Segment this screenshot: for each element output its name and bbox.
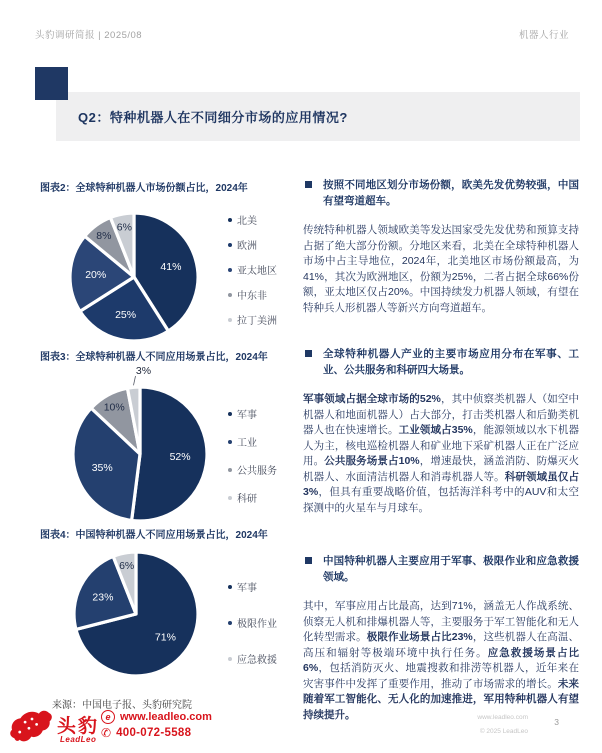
slice-label: 25% xyxy=(115,309,137,322)
slice-label: 41% xyxy=(160,260,182,273)
legend-item-北美 xyxy=(228,212,277,227)
slice-label: 3% xyxy=(135,365,152,377)
legend-dot-icon xyxy=(228,468,232,472)
phone-row xyxy=(101,727,212,739)
legend-label: 亚太地区 xyxy=(237,266,277,277)
legend-label: 军事 xyxy=(237,410,257,421)
slice-label: 71% xyxy=(154,631,176,644)
legend-item-科研 xyxy=(228,490,277,505)
legend-dot-icon xyxy=(228,412,232,416)
legend-item-军事 xyxy=(228,406,277,421)
paragraph-run: ，能源领域以水下机器人为主，核电巡检机器人和矿业地下采矿机器人正在广泛应用。 xyxy=(303,424,580,468)
question-banner xyxy=(56,92,580,141)
slice-label: 6% xyxy=(119,559,135,572)
paragraph-run: ，其中侦察类机器人（如空中机器人和地面机器人）占大部分，打击类机器人和后勤类机器人也在快速增长。 xyxy=(303,393,580,437)
legend-dot-icon xyxy=(228,218,232,222)
website-row xyxy=(101,710,212,724)
legend-global-market-share xyxy=(228,212,277,327)
section2-paragraph xyxy=(303,392,579,516)
web-globe-icon: e xyxy=(101,710,115,724)
paragraph-run: 军事领域占据全球市场的52% xyxy=(303,393,441,405)
legend-item-应急救援 xyxy=(228,651,277,666)
slice-label: 8% xyxy=(96,230,112,243)
paragraph-run: 其中，军事应用占比最高，达到71%，涵盖无人作战系统、侦察无人机和排爆机器人等，主要服务于军工智能化和无人化转型需求。 xyxy=(303,600,579,644)
legend-label: 欧洲 xyxy=(237,241,257,252)
phone-number[interactable]: 400-072-5588 xyxy=(116,727,192,739)
slice-label: 6% xyxy=(116,221,132,234)
bullet-square-icon xyxy=(305,557,312,564)
legend-dot-icon xyxy=(228,585,232,589)
figure4-title: 图表4：中国特种机器人不同应用场景占比，2024年 xyxy=(40,530,268,541)
paragraph-run: 工业领域占35% xyxy=(398,424,473,437)
legend-label: 极限作业 xyxy=(237,619,277,630)
bullet-square-icon xyxy=(305,350,312,357)
legend-dot-icon xyxy=(228,293,232,297)
paragraph-run: 科研领域虽仅占3% xyxy=(303,470,580,499)
slice-label: 52% xyxy=(169,451,191,464)
callout-line xyxy=(134,376,136,385)
legend-item-军事 xyxy=(228,579,277,594)
leadleo-leopard-logo-icon xyxy=(9,709,55,749)
pie-svg xyxy=(52,362,228,530)
legend-label: 工业 xyxy=(237,438,257,449)
footer-contact xyxy=(101,710,212,739)
legend-item-公共服务 xyxy=(228,462,277,477)
legend-dot-icon xyxy=(228,621,232,625)
legend-dot-icon xyxy=(228,657,232,661)
legend-dot-icon xyxy=(228,243,232,247)
legend-label: 中东非 xyxy=(237,291,267,302)
pie-chart-global-market-share xyxy=(58,200,210,351)
slice-label: 35% xyxy=(91,462,113,475)
paragraph-run: 公共服务场景占10% xyxy=(324,455,420,468)
slice-label: 20% xyxy=(85,269,107,282)
paragraph-run: ，增速最快，涵盖消防、防爆灭火机器人、水面清洁机器人和消毒机器人等。 xyxy=(303,455,580,483)
phone-icon: ✆ xyxy=(101,726,112,740)
section1-heading-text: 按照不同地区划分市场份额，欧美先发优势较强，中国有望弯道超车。 xyxy=(323,179,579,208)
brand-name-cn: 头豹 xyxy=(57,716,100,737)
legend-dot-icon xyxy=(228,268,232,272)
slice-label: 10% xyxy=(103,401,125,414)
legend-dot-icon xyxy=(228,440,232,444)
section3-heading-text: 中国特种机器人主要应用于军事、极限作业和应急救援领域。 xyxy=(323,555,579,584)
section1-paragraph xyxy=(303,223,579,316)
paragraph-run: 极限作业场景占比23% xyxy=(366,631,473,644)
legend-global-application xyxy=(228,406,277,505)
figure3-title: 图表3：全球特种机器人不同应用场景占比，2024年 xyxy=(40,352,268,363)
section1-heading xyxy=(303,177,579,210)
figure2-title: 图表2：全球特种机器人市场份额占比，2024年 xyxy=(40,183,248,194)
paragraph-run: ，但具有重要战略价值，包括海洋科考中的AUV和太空探测中的火星车与月球车。 xyxy=(303,486,579,514)
slice-label: 23% xyxy=(92,591,114,604)
source-note: 来源：中国电子报、头豹研究院 xyxy=(52,700,192,711)
section2-heading xyxy=(303,346,579,379)
paragraph-run: 未来随着军工智能化、无人化的加速推进，军用特种机器人有望持续提升。 xyxy=(303,677,580,721)
question-title: Q2：特种机器人在不同细分市场的应用情况? xyxy=(78,110,348,125)
pie-chart-global-application xyxy=(52,362,228,535)
legend-label: 北美 xyxy=(237,216,257,227)
legend-label: 公共服务 xyxy=(237,466,277,477)
legend-item-工业 xyxy=(228,434,277,449)
question-accent-square xyxy=(35,67,68,100)
page-header xyxy=(35,27,569,41)
website-link[interactable]: www.leadleo.com xyxy=(120,711,212,723)
header-right-label: 机器人行业 xyxy=(518,30,569,41)
legend-china-application xyxy=(228,579,277,666)
section3-paragraph xyxy=(303,599,579,723)
footer-copyright: © 2025 LeadLeo xyxy=(479,728,528,735)
legend-item-亚太地区 xyxy=(228,262,277,277)
legend-label: 应急救援 xyxy=(237,655,277,666)
paragraph-run: 传统特种机器人领域欧美等发达国家受先发优势和预算支持占据了绝大部分份额。分地区来看，北美在全球特种机器人市场中占主导地位，2024年，北美地区市场份额最高，为41%，其次为欧洲地区，份额为25%，二者占据全球66%份额，亚太地区仅占20%。中国持续发力机器人领域，有望在特种兵人形机器人等新兴方向弯道超车。 xyxy=(303,224,579,314)
legend-label: 拉丁美洲 xyxy=(237,316,277,327)
legend-dot-icon xyxy=(228,496,232,500)
legend-item-欧洲 xyxy=(228,237,277,252)
pie-svg xyxy=(58,200,210,346)
page-number: 3 xyxy=(554,717,559,727)
paragraph-run: ，这些机器人在高温、高压和辐射等极端环境中执行任务。 xyxy=(303,631,580,659)
pie-chart-china-application xyxy=(60,546,212,687)
section2-heading-text: 全球特种机器人产业的主要市场应用分布在军事、工业、公共服务和科研四大场景。 xyxy=(323,348,579,377)
bullet-square-icon xyxy=(305,181,312,188)
legend-item-中东非 xyxy=(228,287,277,302)
legend-label: 军事 xyxy=(237,583,257,594)
legend-label: 科研 xyxy=(237,494,257,505)
footer-site-small: www.leadleo.com xyxy=(477,714,528,721)
section3-heading xyxy=(303,553,579,586)
paragraph-run: ，包括消防灭火、地震搜救和排涝等机器人，近年来在灾害事件中发挥了重要作用，推动了市场需求的增长。 xyxy=(303,662,579,690)
legend-dot-icon xyxy=(228,318,232,322)
brand-name-en: LeadLeo xyxy=(60,735,97,744)
paragraph-run: 应急救援场景占比6% xyxy=(303,646,580,675)
legend-item-拉丁美洲 xyxy=(228,312,277,327)
pie-svg xyxy=(60,546,212,682)
header-left-label: 头豹调研简报 | 2025/08 xyxy=(35,30,143,41)
legend-item-极限作业 xyxy=(228,615,277,630)
